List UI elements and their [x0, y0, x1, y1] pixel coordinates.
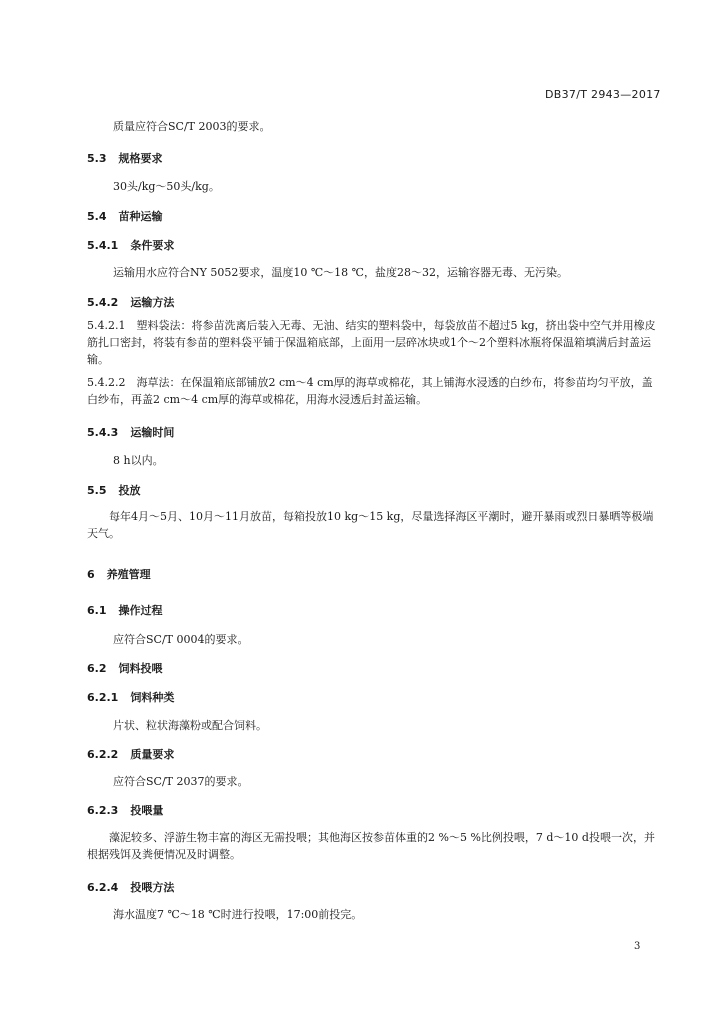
section-number: 5.3: [87, 152, 107, 165]
section-number: 5.5: [87, 484, 107, 497]
section-heading: [87, 802, 163, 818]
section-heading: [87, 566, 151, 582]
section-heading: [87, 602, 163, 618]
clause-paragraph: 藻泥较多、浮游生物丰富的海区无需投喂；其他海区按参苗体重的2 %～5 %比例投喂，7 d～10 d投喂一次，并根据残饵及粪便情况及时调整。: [87, 831, 655, 861]
section-title: 饲料投喂: [118, 662, 163, 675]
section-title: 投放: [118, 484, 141, 497]
section-title: 条件要求: [130, 239, 175, 252]
section-heading: [87, 879, 174, 895]
clause-paragraph: 5.4.2.1 塑料袋法：将参苗洗离后装入无毒、无油、结实的塑料袋中，每袋放苗不超过5 kg，挤出袋中空气并用橡皮筋扎口密封，将装有参苗的塑料袋平铺于保温箱底部，上面用一层碎冰块或1个～2个塑料冰瓶将保温箱填满后封盖运输。: [87, 319, 656, 366]
section-number: 6.2: [87, 662, 107, 675]
clause-paragraph: 5.4.2.2 海草法：在保温箱底部铺放2 cm～4 cm厚的海草或棉花，其上铺海水浸透的白纱布，将参苗均匀平放，盖白纱布，再盖2 cm～4 cm厚的海草或棉花，用海水浸透后封盖运输。: [87, 376, 653, 406]
section-heading: [87, 237, 174, 253]
section-heading: [87, 746, 174, 762]
section-title: 投喂方法: [130, 881, 175, 894]
section-number: 6.2.2: [87, 748, 119, 761]
document-id: DB37/T 2943—2017: [545, 88, 661, 101]
body-paragraph: 应符合SC/T 0004的要求。: [113, 633, 249, 646]
section-number: 5.4.2: [87, 296, 119, 309]
body-paragraph: 片状、粒状海藻粉或配合饲料。: [113, 719, 267, 732]
section-heading: [87, 208, 163, 224]
section-heading: [87, 294, 174, 310]
section-heading: [87, 689, 174, 705]
clause-paragraph: 每年4月～5月、10月～11月放苗，每箱投放10 kg～15 kg，尽量选择海区平潮时，避开暴雨或烈日暴晒等极端天气。: [87, 510, 654, 540]
section-number: 5.4.3: [87, 426, 119, 439]
section-title: 运输时间: [130, 426, 175, 439]
body-paragraph: 8 h以内。: [113, 454, 164, 467]
body-paragraph: 30头/kg～50头/kg。: [113, 180, 220, 193]
section-number: 6.1: [87, 604, 107, 617]
section-heading: [87, 150, 163, 166]
section-title: 规格要求: [118, 152, 163, 165]
section-title: 质量要求: [130, 748, 175, 761]
section-number: 5.4.1: [87, 239, 119, 252]
section-number: 6.2.4: [87, 881, 119, 894]
section-title: 苗种运输: [118, 210, 163, 223]
section-title: 运输方法: [130, 296, 175, 309]
body-paragraph: 应符合SC/T 2037的要求。: [113, 775, 249, 788]
page-number: 3: [634, 941, 641, 952]
section-number: 6.2.3: [87, 804, 119, 817]
section-number: 5.4: [87, 210, 107, 223]
body-paragraph: 质量应符合SC/T 2003的要求。: [113, 120, 271, 133]
section-title: 投喂量: [130, 804, 164, 817]
section-heading: [87, 482, 141, 498]
body-paragraph: 运输用水应符合NY 5052要求，温度10 ℃～18 ℃，盐度28～32，运输容器无毒、无污染。: [113, 266, 568, 279]
section-title: 养殖管理: [106, 568, 151, 581]
section-heading: [87, 660, 163, 676]
body-paragraph: 海水温度7 ℃～18 ℃时进行投喂，17:00前投完。: [113, 908, 363, 921]
section-number: 6: [87, 568, 95, 581]
section-number: 6.2.1: [87, 691, 119, 704]
section-title: 饲料种类: [130, 691, 175, 704]
section-title: 操作过程: [118, 604, 163, 617]
section-heading: [87, 424, 174, 440]
